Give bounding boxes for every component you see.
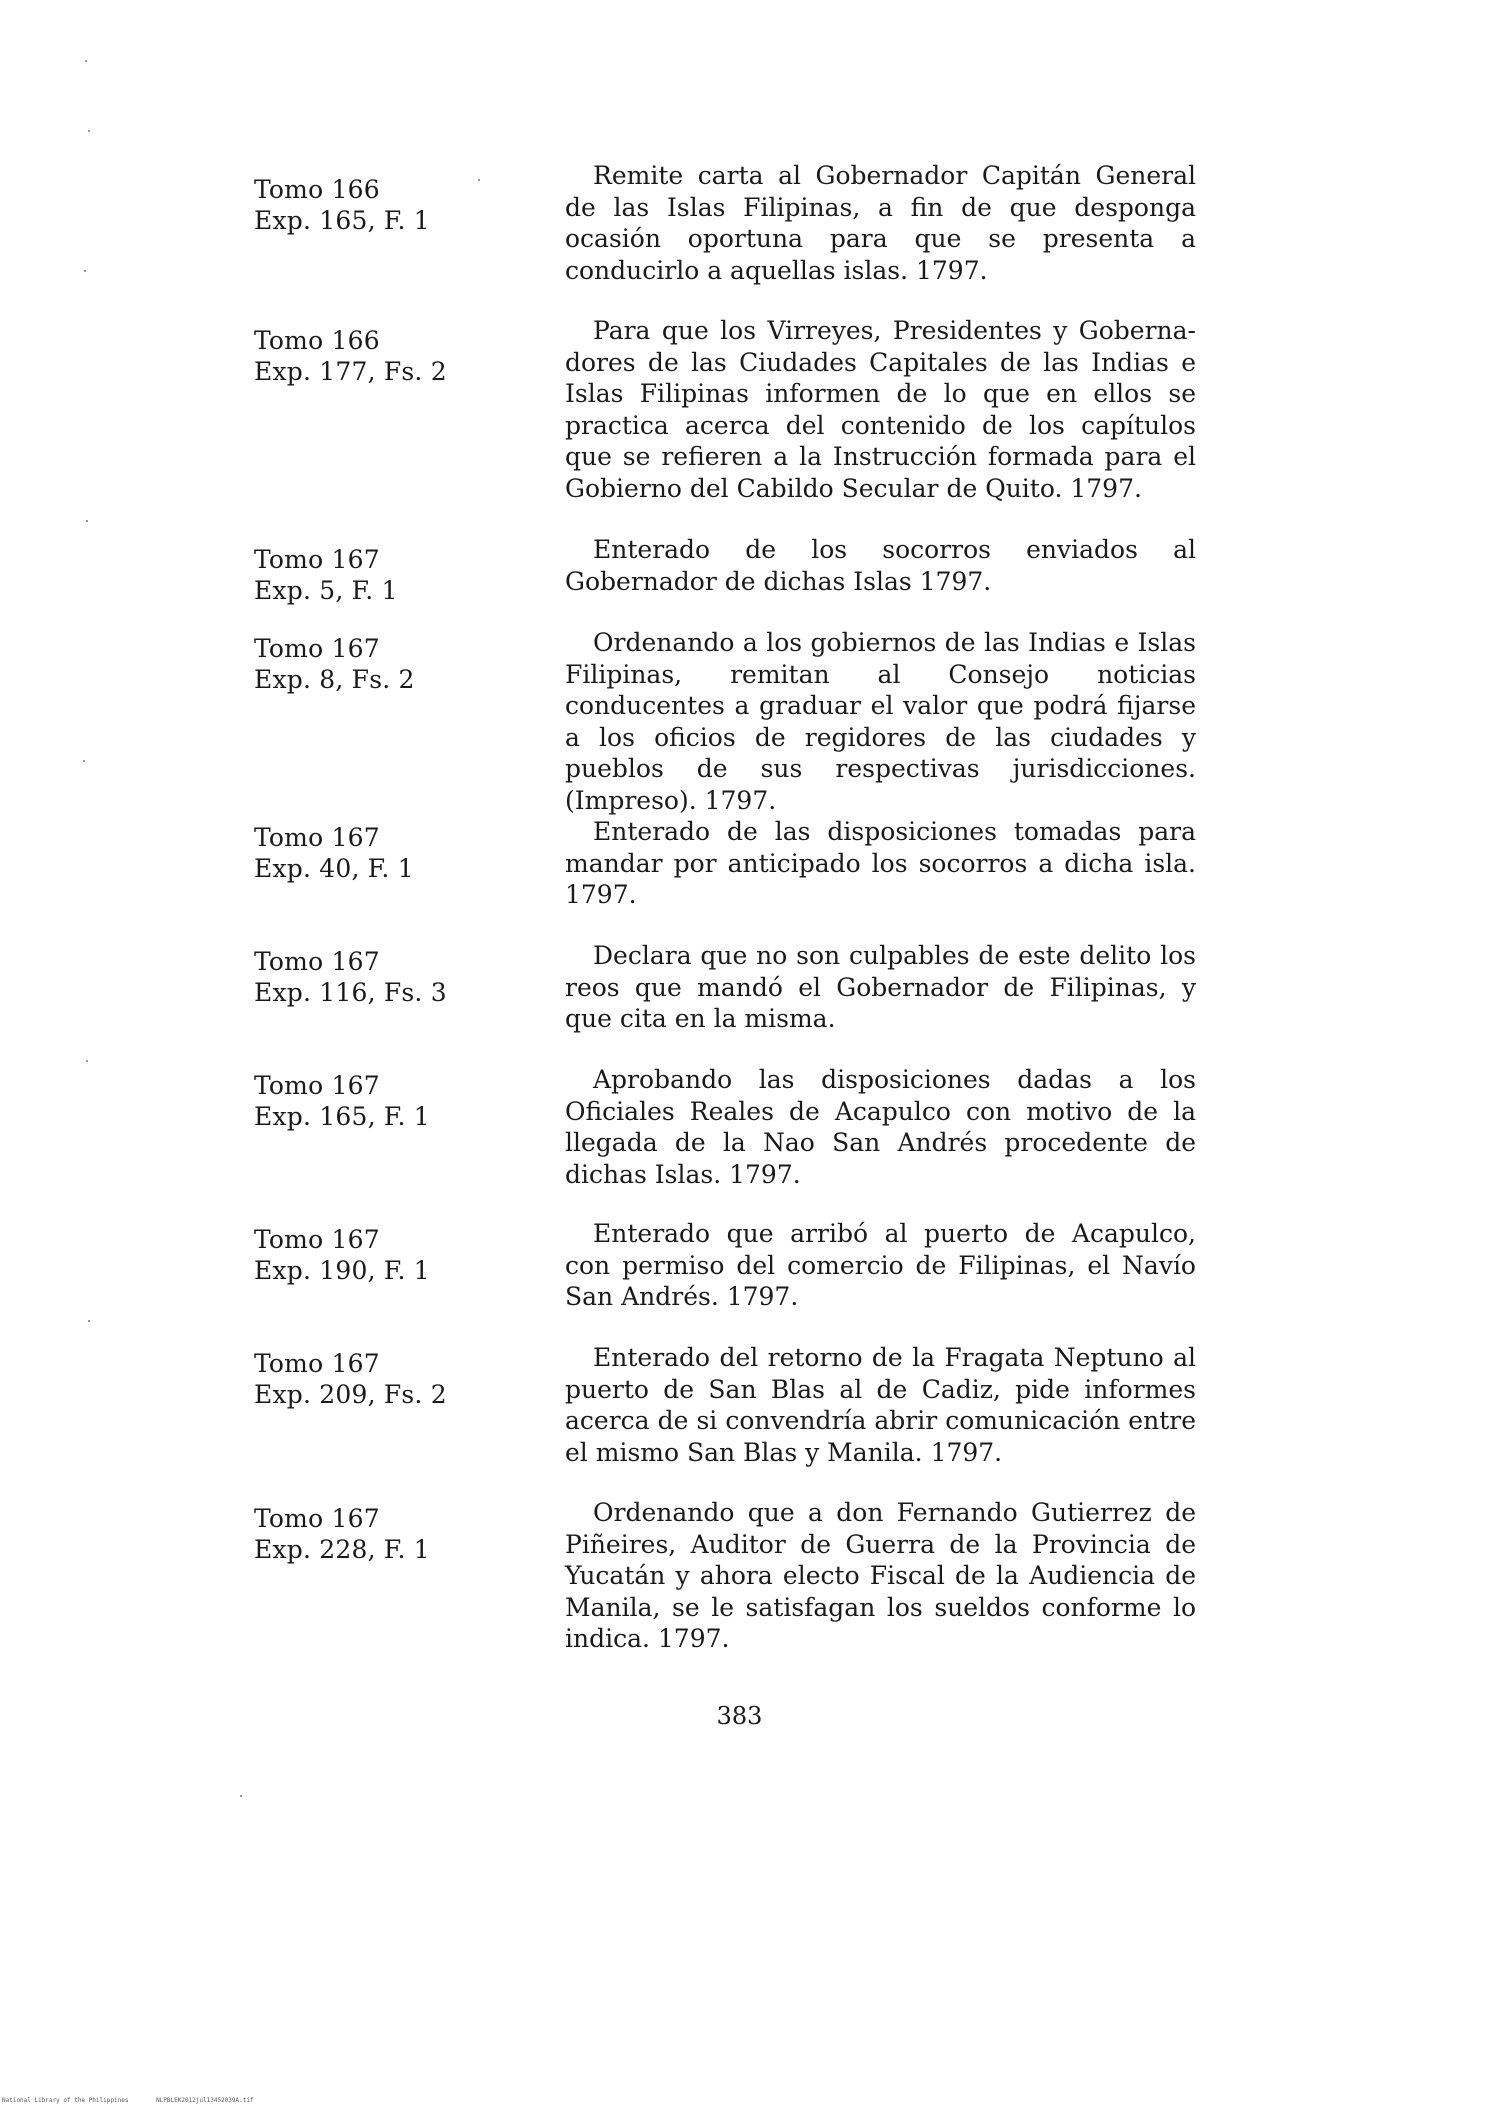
exp-label: Exp. 228, F. 1	[254, 1535, 430, 1564]
scan-speck	[84, 270, 86, 272]
entry-description: Enterado que arribó al puerto de Acapulco, con permiso del comercio de Filipinas, el Navío San Andrés. 1797.	[565, 1219, 1196, 1311]
footer-file-id: NLPBLEK2012jul13452039A.tif	[156, 2097, 254, 2104]
exp-label: Exp. 165, F. 1	[254, 1102, 430, 1131]
tomo-label: Tomo 167	[254, 1225, 380, 1254]
scan-speck	[478, 179, 480, 181]
entry-reference	[254, 1224, 554, 1286]
tomo-label: Tomo 167	[254, 1071, 380, 1100]
entry-reference	[254, 325, 554, 387]
entry-description: Enterado de los socorros enviados al Gobernador de dichas Islas 1797.	[565, 535, 1196, 596]
scan-speck	[88, 1320, 90, 1322]
exp-label: Exp. 40, F. 1	[254, 854, 414, 883]
entry-description: Para que los Virreyes, Presidentes y Gobernadores de las Ciudades Capitales de las Indias e Islas Filipinas informen de lo que en ellos se practica acerca del contenido de los capítulos que se refieren a la Instrucción formada para el Gobierno del Cabildo Secular de Quito. 1797.	[565, 316, 1196, 503]
entry-description: Enterado del retorno de la Fragata Neptuno al puerto de San Blas al de Cadiz, pide informes acerca de si convendría abrir comunicación entre el mismo San Blas y Manila. 1797.	[565, 1343, 1196, 1467]
entry-description: Enterado de las disposiciones tomadas para mandar por anticipado los socorros a dicha isla. 1797.	[565, 817, 1196, 909]
tomo-label: Tomo 167	[254, 1504, 380, 1533]
exp-label: Exp. 8, Fs. 2	[254, 665, 415, 694]
page-number-text: 383	[716, 1702, 763, 1730]
entry-description: Ordenando que a don Fernando Gutierrez de Piñeires, Auditor de Guerra de la Provincia de Yucatán y ahora electo Fiscal de la Audiencia de Manila, se le satisfagan los sueldos conforme lo indica. 1797.	[565, 1498, 1196, 1653]
footer-library: National Library of the Philippines	[2, 2097, 129, 2104]
exp-label: Exp. 165, F. 1	[254, 206, 430, 235]
scan-speck	[86, 520, 88, 522]
tomo-label: Tomo 167	[254, 823, 380, 852]
entry-description: Declara que no son culpables de este delito los reos que mandó el Gobernador de Filipinas, y que cita en la misma.	[565, 941, 1196, 1033]
entry-reference	[254, 946, 554, 1008]
entry-reference	[254, 633, 554, 695]
entry-reference	[254, 174, 554, 236]
entry-description: Ordenando a los gobiernos de las Indias e Islas Filipinas, remitan al Consejo noticias conducentes a graduar el valor que podrá fijarse a los oficios de regidores de las ciudades y pueblos de sus respectivas jurisdicciones. (Impreso). 1797.	[565, 628, 1196, 815]
entry-reference	[254, 1503, 554, 1565]
exp-label: Exp. 116, Fs. 3	[254, 978, 447, 1007]
tomo-label: Tomo 167	[254, 947, 380, 976]
entry-reference	[254, 822, 554, 884]
entry-reference	[254, 544, 554, 606]
page-number	[0, 1702, 1489, 1730]
entry-reference	[254, 1070, 554, 1132]
tomo-label: Tomo 167	[254, 1349, 380, 1378]
scan-footer	[2, 2097, 278, 2104]
tomo-label: Tomo 167	[254, 634, 380, 663]
scan-speck	[85, 60, 87, 62]
exp-label: Exp. 177, Fs. 2	[254, 357, 447, 386]
scan-speck	[240, 1795, 242, 1797]
exp-label: Exp. 5, F. 1	[254, 576, 398, 605]
entry-description: Aprobando las disposiciones dadas a los Oficiales Reales de Acapulco con motivo de la llegada de la Nao San Andrés procedente de dichas Islas. 1797.	[565, 1065, 1196, 1189]
tomo-label: Tomo 166	[254, 175, 380, 204]
exp-label: Exp. 190, F. 1	[254, 1256, 430, 1285]
entry-description: Remite carta al Gobernador Capitán General de las Islas Filipinas, a fin de que desponga ocasión oportuna para que se presenta a conducirlo a aquellas islas. 1797.	[565, 161, 1196, 285]
scan-speck	[88, 130, 90, 132]
scan-speck	[86, 1060, 88, 1062]
tomo-label: Tomo 166	[254, 326, 380, 355]
exp-label: Exp. 209, Fs. 2	[254, 1380, 447, 1409]
scan-speck	[83, 760, 85, 762]
entry-reference	[254, 1348, 554, 1410]
tomo-label: Tomo 167	[254, 545, 380, 574]
